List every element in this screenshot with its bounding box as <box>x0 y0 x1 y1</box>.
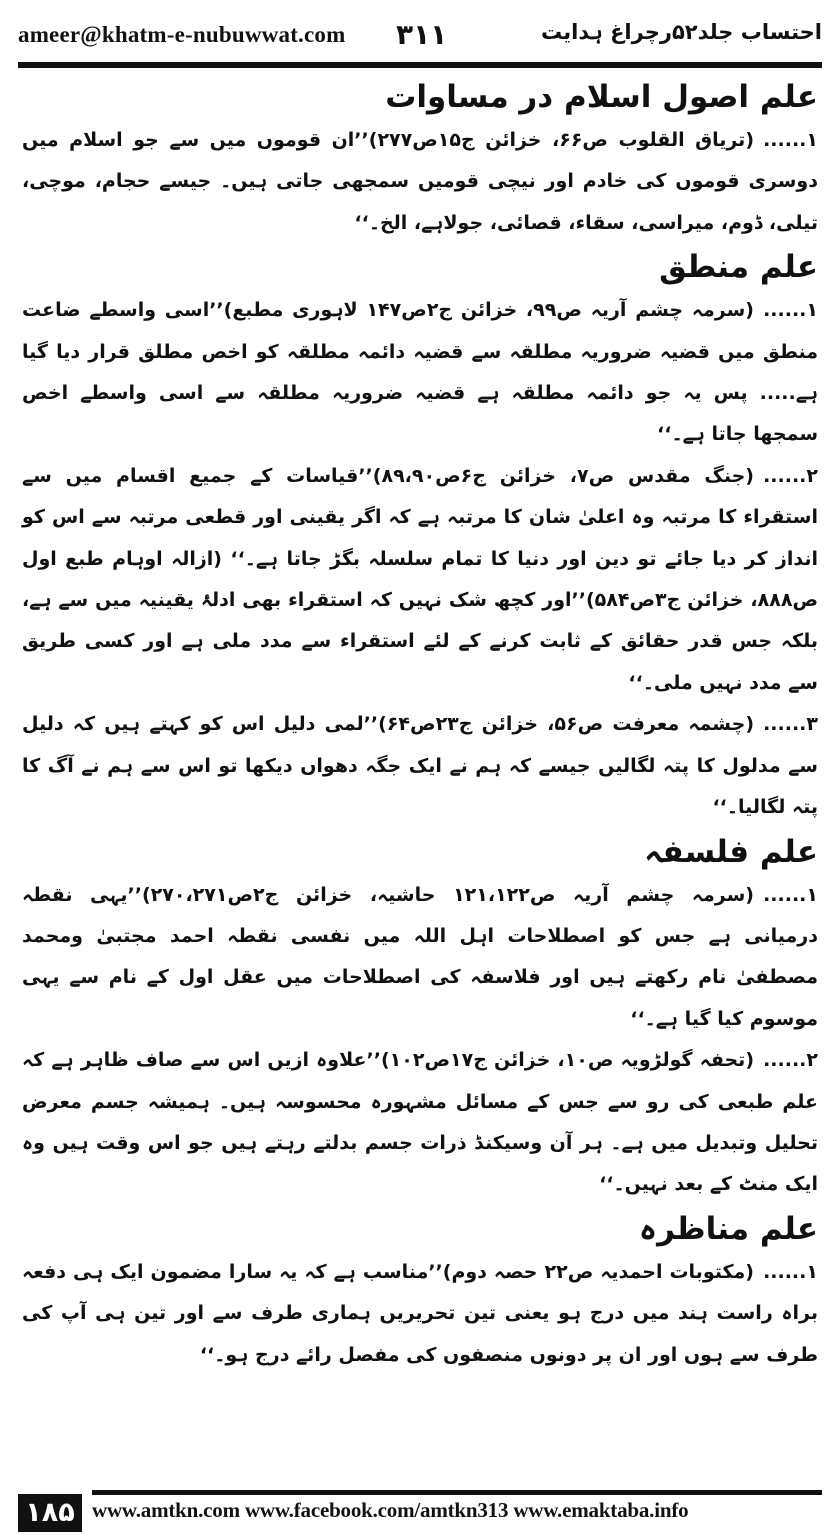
section-heading: علم فلسفہ <box>644 833 818 870</box>
section-heading: علم منطق <box>659 249 818 286</box>
paragraph-text: (تحفہ گولڑویہ ص۱۰، خزائن ج۱۷ص۱۰۲)’’علاوہ ازیں اس سے صاف ظاہر ہے کہ علم طبعی کی رو سے جس کے مسائل مشہورہ محسوسہ ہیں۔ ہمیشہ جسم معرض تحلیل وتبدیل میں ہے۔ ہر آن وسیکنڈ ذرات جسم بدلتے رہتے ہیں جو اس وقت ہیں وہ ایک منٹ کے بعد نہیں۔‘‘ <box>22 1049 818 1196</box>
header-page-number: ۳۱۱ <box>396 18 448 51</box>
item-number: ۱...... <box>763 299 818 322</box>
paragraph <box>22 120 818 244</box>
paragraph-text: (جنگ مقدس ص۷، خزائن ج۶ص۸۹،۹۰)’’قیاسات کے جمیع اقسام میں سے استقراء کا مرتبہ وہ اعلیٰ شان کا مرتبہ ہے کہ اگر یقینی اور قطعی مرتبہ سے اس کو انداز کر دیا جائے تو دین اور دنیا کا تمام سلسلہ بگڑ جاتا ہے۔‘‘ (ازالہ اوہام طبع اول ص۸۸۸، خزائن ج۳ص۵۸۴)’’اور کچھ شک نہیں کہ استقراء بھی ادلۂ یقینیہ میں سے ہے، بلکہ جس قدر حقائق کے ثابت کرنے کے لئے استقراء سے مدد ملی ہے اور کسی طریق سے مدد نہیں ملی۔‘‘ <box>22 464 818 694</box>
item-number: ۱...... <box>763 129 818 151</box>
header-email: ameer@khatm-e-nubuwwat.com <box>18 22 346 47</box>
paragraph-text: (مکتوبات احمدیہ ص۲۲ حصہ دوم)’’مناسب ہے کہ یہ سارا مضمون ایک ہی دفعہ براہ راست ہند میں درج ہو یعنی تین تحریریں ہماری طرف سے اور تین ہی آپ کی طرف سے ہوں اور ان پر دونوں منصفوں کی مفصل رائے درج ہو۔‘‘ <box>22 1260 818 1366</box>
section-heading: علم اصول اسلام در مساوات <box>385 79 818 115</box>
paragraph <box>22 704 818 828</box>
item-number: ۲...... <box>763 1049 818 1072</box>
paragraph <box>22 290 818 456</box>
page-header <box>18 10 822 60</box>
paragraph <box>22 456 818 704</box>
footer-links: www.amtkn.com www.facebook.com/amtkn313 www.emaktaba.info <box>92 1498 689 1522</box>
item-number: ۱...... <box>763 1260 818 1283</box>
paragraph-text: (سرمہ چشم آریہ ص۹۹، خزائن ج۲ص۱۴۷ لاہوری مطبع)’’اسی واسطے ضاعت منطق میں قضیہ ضروریہ مطلقہ سے قضیہ دائمہ مطلقہ کو اخص مطلق قرار دیا گیا ہے..... پس یہ جو دائمہ مطلقہ ہے قضیہ ضروریہ مطلقہ سے اسی واسطے اخص سمجھا جاتا ہے۔‘‘ <box>22 299 818 446</box>
paragraph-text: (چشمہ معرفت ص۵۶، خزائن ج۲۳ص۶۴)’’لمی دلیل اس کو کہتے ہیں کہ دلیل سے مدلول کا پتہ لگالیں جیسے کہ ہم نے ایک جگہ دھواں دیکھا تو اس سے ہم نے آگ کا پتہ لگالیا۔‘‘ <box>22 713 818 819</box>
paragraph <box>22 875 818 1041</box>
paragraph <box>22 1040 818 1206</box>
paragraph <box>22 1252 818 1376</box>
section-heading: علم مناظرہ <box>638 1210 818 1247</box>
paragraph-text: (تریاق القلوب ص۶۶، خزائن ج۱۵ص۲۷۷)’’ان قوموں میں سے جو اسلام میں دوسری قوموں کی خادم اور نیچی قومیں سمجھی جاتی ہیں۔ جیسے حجام، موچی، تیلی، ڈوم، میراسی، سقاء، قصائی، جولاہے، الخ۔‘‘ <box>22 129 818 234</box>
header-book-title: احتساب جلد۵۲رچراغ ہدایت <box>541 20 822 44</box>
header-divider <box>18 62 822 68</box>
footer-page-badge: ۱۸۵ <box>18 1494 82 1532</box>
item-number: ۱...... <box>763 883 818 906</box>
paragraph-text: (سرمہ چشم آریہ ص۱۲۱،۱۲۲ حاشیہ، خزائن ج۲ص۲۷۰،۲۷۱)’’یہی نقطہ درمیانی ہے جس کو اصطلاحات اہل اللہ میں نفسی نقطہ احمد مجتبیٰ ومحمد مصطفیٰ نام رکھتے ہیں اور فلاسفہ کی اصطلاحات میں عقل اول کے نام سے یہی موسوم کیا گیا ہے۔‘‘ <box>22 883 818 1030</box>
footer-divider <box>92 1490 822 1495</box>
page-content <box>22 74 818 1376</box>
item-number: ۲...... <box>763 464 818 487</box>
item-number: ۳...... <box>763 713 818 736</box>
page-footer <box>18 1488 822 1536</box>
